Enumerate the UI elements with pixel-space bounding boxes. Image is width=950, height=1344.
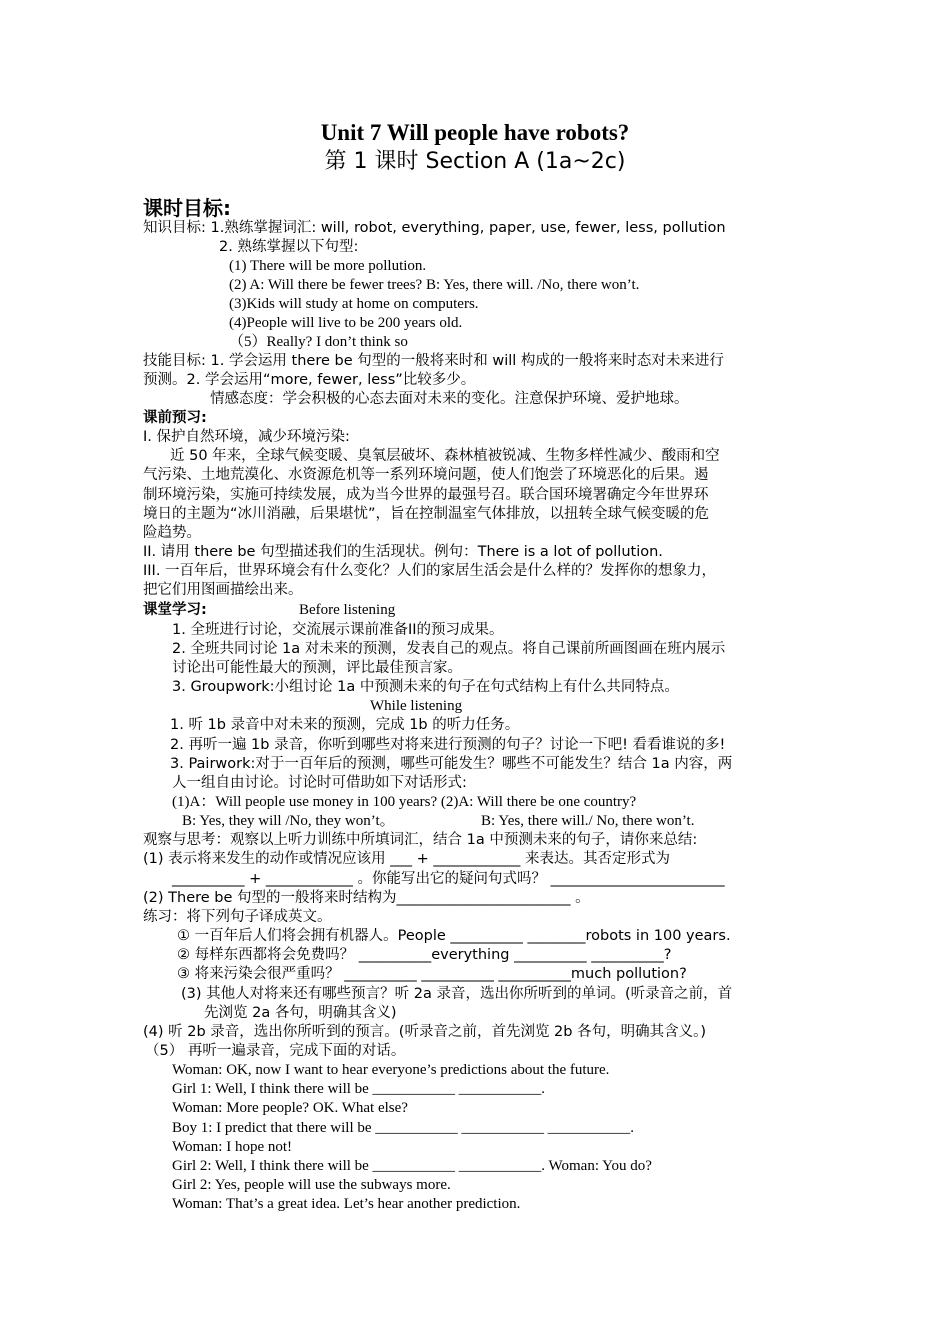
list-item: (3) 其他人对将来还有哪些预言？听 2a 录音，选出你所听到的单词。(听录音之前，首 <box>181 986 733 1002</box>
list-item: 先浏览 2a 各句，明确其含义) <box>204 1005 397 1021</box>
while-listening-label: While listening <box>370 698 463 714</box>
practice-item: ③ 将来污染会很严重吗？ __________ __________ __________much pollution? <box>177 966 687 982</box>
paragraph-line: 把它们用图画描绘出来。 <box>143 582 303 598</box>
unit-title: Unit 7 Will people have robots? <box>320 120 630 145</box>
list-item: 讨论出可能性最大的预测，评比最佳预言家。 <box>172 660 462 676</box>
preview-heading: 课前预习: <box>143 410 207 426</box>
dialog-line: (1)A：Will people use money in 100 years? (2)A: Will there be one country? <box>172 794 637 810</box>
goals-heading: 课时目标: <box>143 196 231 220</box>
list-item: （5） 再听一遍录音，完成下面的对话。 <box>145 1043 406 1059</box>
summary-line: (2) There be 句型的一般将来时结构为________________________ 。 <box>143 890 590 906</box>
paragraph-line: 气污染、土地荒漠化、水资源危机等一系列环境问题，使人们饱尝了环境恶化的后果。遏 <box>143 467 709 483</box>
conversation-line: Girl 2: Well, I think there will be ___________ ___________. Woman: You do? <box>172 1158 652 1174</box>
list-item: (4) 听 2b 录音，选出你所听到的预言。(听录音之前，首先浏览 2b 各句，明确其含义。) <box>143 1024 707 1040</box>
conversation-line: Woman: That’s a great idea. Let’s hear another prediction. <box>172 1196 521 1212</box>
conversation-line: Girl 2: Yes, people will use the subways more. <box>172 1177 451 1193</box>
conversation-line: Woman: I hope not! <box>172 1139 293 1155</box>
emotion-goal: 情感态度：学会积极的心态去面对未来的变化。注意保护环境、爱护地球。 <box>210 391 689 407</box>
sentence-pattern: (2) A: Will there be fewer trees? B: Yes, there will. /No, there won’t. <box>229 277 640 293</box>
paragraph-line: III. 一百年后，世界环境会有什么变化？人们的家居生活会是什么样的？发挥你的想象力， <box>143 563 717 579</box>
list-item: 3. Pairwork:对于一百年后的预测，哪些可能发生？哪些不可能发生？结合 1a 内容，两 <box>170 756 733 772</box>
practice-item: ② 每样东西都将会免费吗？ __________everything __________ __________? <box>177 947 672 963</box>
knowledge-goal-2: 2. 熟练掌握以下句型: <box>219 239 359 255</box>
conversation-line: Boy 1: I predict that there will be ___________ ___________ ___________. <box>172 1120 635 1136</box>
conversation-line: Girl 1: Well, I think there will be ___________ ___________. <box>172 1081 546 1097</box>
preview-part-1-title: I. 保护自然环境，减少环境污染: <box>143 429 350 445</box>
list-item: 1. 全班进行讨论，交流展示课前准备II的预习成果。 <box>172 622 504 638</box>
classroom-heading: 课堂学习: <box>143 602 207 618</box>
conversation-line: Woman: More people? OK. What else? <box>172 1100 408 1116</box>
practice-heading: 练习：将下列句子译成英文。 <box>143 909 332 925</box>
list-item: 1. 听 1b 录音中对未来的预测，完成 1b 的听力任务。 <box>170 717 520 733</box>
paragraph-line: 险趋势。 <box>143 525 201 541</box>
paragraph-line: 近 50 年来，全球气候变暖、臭氧层破坏、森林植被锐减、生物多样性减少、酸雨和空 <box>170 448 720 464</box>
sentence-pattern: (3)Kids will study at home on computers. <box>229 296 479 312</box>
sentence-pattern: (4)People will live to be 200 years old. <box>229 315 463 331</box>
list-item: 2. 全班共同讨论 1a 对未来的预测，发表自己的观点。将自己课前所画图画在班内展示 <box>172 641 726 657</box>
before-listening-label: Before listening <box>299 602 396 618</box>
dialog-line: B: Yes, there will./ No, there won’t. <box>481 813 695 829</box>
paragraph-line: 境日的主题为“冰川消融，后果堪忧”，旨在控制温室气体排放，以扭转全球气候变暖的危 <box>143 506 710 522</box>
sentence-pattern: (1) There will be more pollution. <box>229 258 427 274</box>
lesson-subtitle: 第 1 课时 Section A (1a~2c) <box>324 149 626 174</box>
list-item: 2. 再听一遍 1b 录音，你听到哪些对将来进行预测的句子？讨论一下吧! 看看谁说的多! <box>170 737 726 753</box>
knowledge-goal-1: 知识目标: 1.熟练掌握词汇: will, robot, everything, paper, use, fewer, less, pollution <box>143 220 726 236</box>
skill-goal-line: 预测。2. 学会运用“more, fewer, less”比较多少。 <box>143 372 476 388</box>
skill-goal-line: 技能目标: 1. 学会运用 there be 句型的一般将来时和 will 构成的一般将来时态对未来进行 <box>143 353 724 369</box>
dialog-line: B: Yes, they will /No, they won’t。 <box>182 813 395 829</box>
sentence-pattern: （5）Really? I don’t think so <box>229 334 408 350</box>
observe-instruction: 观察与思考：观察以上听力训练中所填词汇，结合 1a 中预测未来的句子，请你来总结: <box>143 832 698 848</box>
summary-line: (1) 表示将来发生的动作或情况应该用 ___ + ____________ 来表达。其否定形式为 <box>143 851 670 867</box>
conversation-line: Woman: OK, now I want to hear everyone’s predictions about the future. <box>172 1062 610 1078</box>
preview-part-2: II. 请用 there be 句型描述我们的生活现状。例句：There is a lot of pollution. <box>143 544 663 560</box>
summary-line: __________ + ____________ 。你能写出它的疑问句式吗？ ________________________ <box>172 871 725 887</box>
practice-item: ① 一百年后人们将会拥有机器人。People __________ ________robots in 100 years. <box>177 928 731 944</box>
list-item: 人一组自由讨论。讨论时可借助如下对话形式: <box>172 775 467 791</box>
list-item: 3. Groupwork:小组讨论 1a 中预测未来的句子在句式结构上有什么共同特点。 <box>172 679 679 695</box>
paragraph-line: 制环境污染，实施可持续发展，成为当今世界的最强号召。联合国环境署确定今年世界环 <box>143 487 709 503</box>
